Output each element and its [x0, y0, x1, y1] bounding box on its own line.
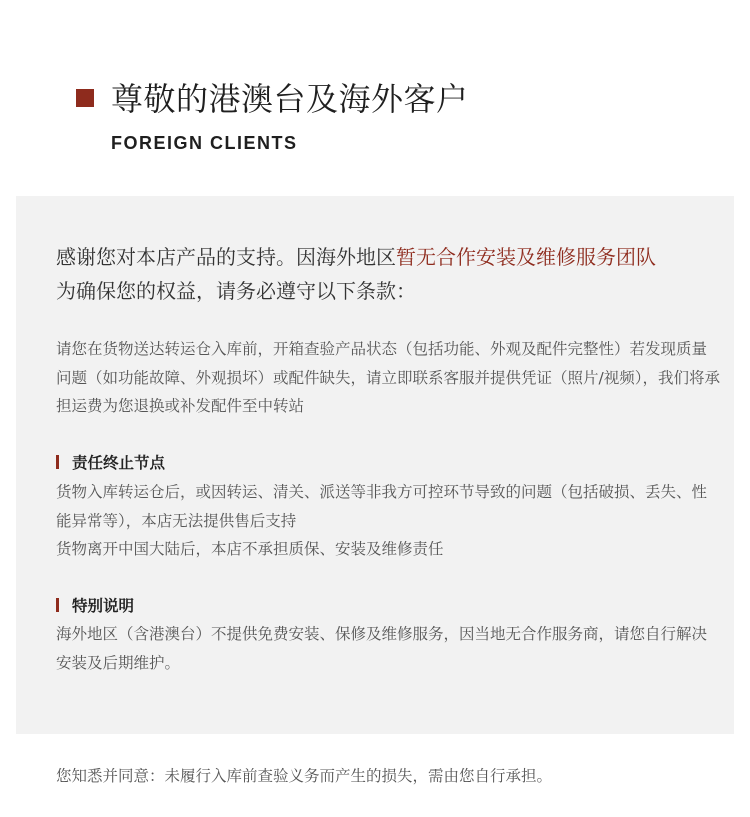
section-heading-label: 责任终止节点	[72, 454, 166, 472]
intro-part1: 感谢您对本店产品的支持。因海外地区	[56, 245, 396, 269]
title-marker-square	[76, 89, 94, 107]
section-heading-liability	[56, 452, 165, 474]
special-note-text: 海外地区（含港澳台）不提供免费安装、保修及维修服务，因当地无合作服务商，请您自行解决安装及后期维护。	[56, 625, 708, 672]
liability-line-2: 货物离开中国大陆后，本店不承担质保、安装及维修责任	[56, 540, 444, 558]
intro-text	[56, 240, 716, 308]
intro-part2: 为确保您的权益，请务必遵守以下条款：	[56, 279, 416, 303]
inspection-paragraph: 请您在货物送达转运仓入库前，开箱查验产品状态（包括功能、外观及配件完整性）若发现质量问题（如功能故障、外观损坏）或配件缺失，请立即联系客服并提供凭证（照片/视频），我们将承担运费为您退换或补发配件至中转站	[56, 340, 720, 415]
page-title: 尊敬的港澳台及海外客户	[111, 80, 469, 118]
section-bar-icon	[56, 598, 59, 612]
section-bar-icon	[56, 455, 59, 469]
page-header	[0, 0, 750, 195]
intro-highlight: 暂无合作安装及维修服务团队	[396, 245, 656, 269]
footer-consent-text: 您知悉并同意：未履行入库前查验义务而产生的损失，需由您自行承担。	[56, 767, 553, 785]
page-subtitle: FOREIGN CLIENTS	[111, 133, 298, 153]
liability-line-1: 货物入库转运仓后，或因转运、清关、派送等非我方可控环节导致的问题（包括破损、丢失、性能异常等），本店无法提供售后支持	[56, 483, 708, 530]
section-heading-label: 特别说明	[72, 597, 135, 615]
section-heading-special	[56, 595, 134, 617]
liability-text	[56, 478, 720, 564]
notice-panel	[16, 196, 734, 734]
